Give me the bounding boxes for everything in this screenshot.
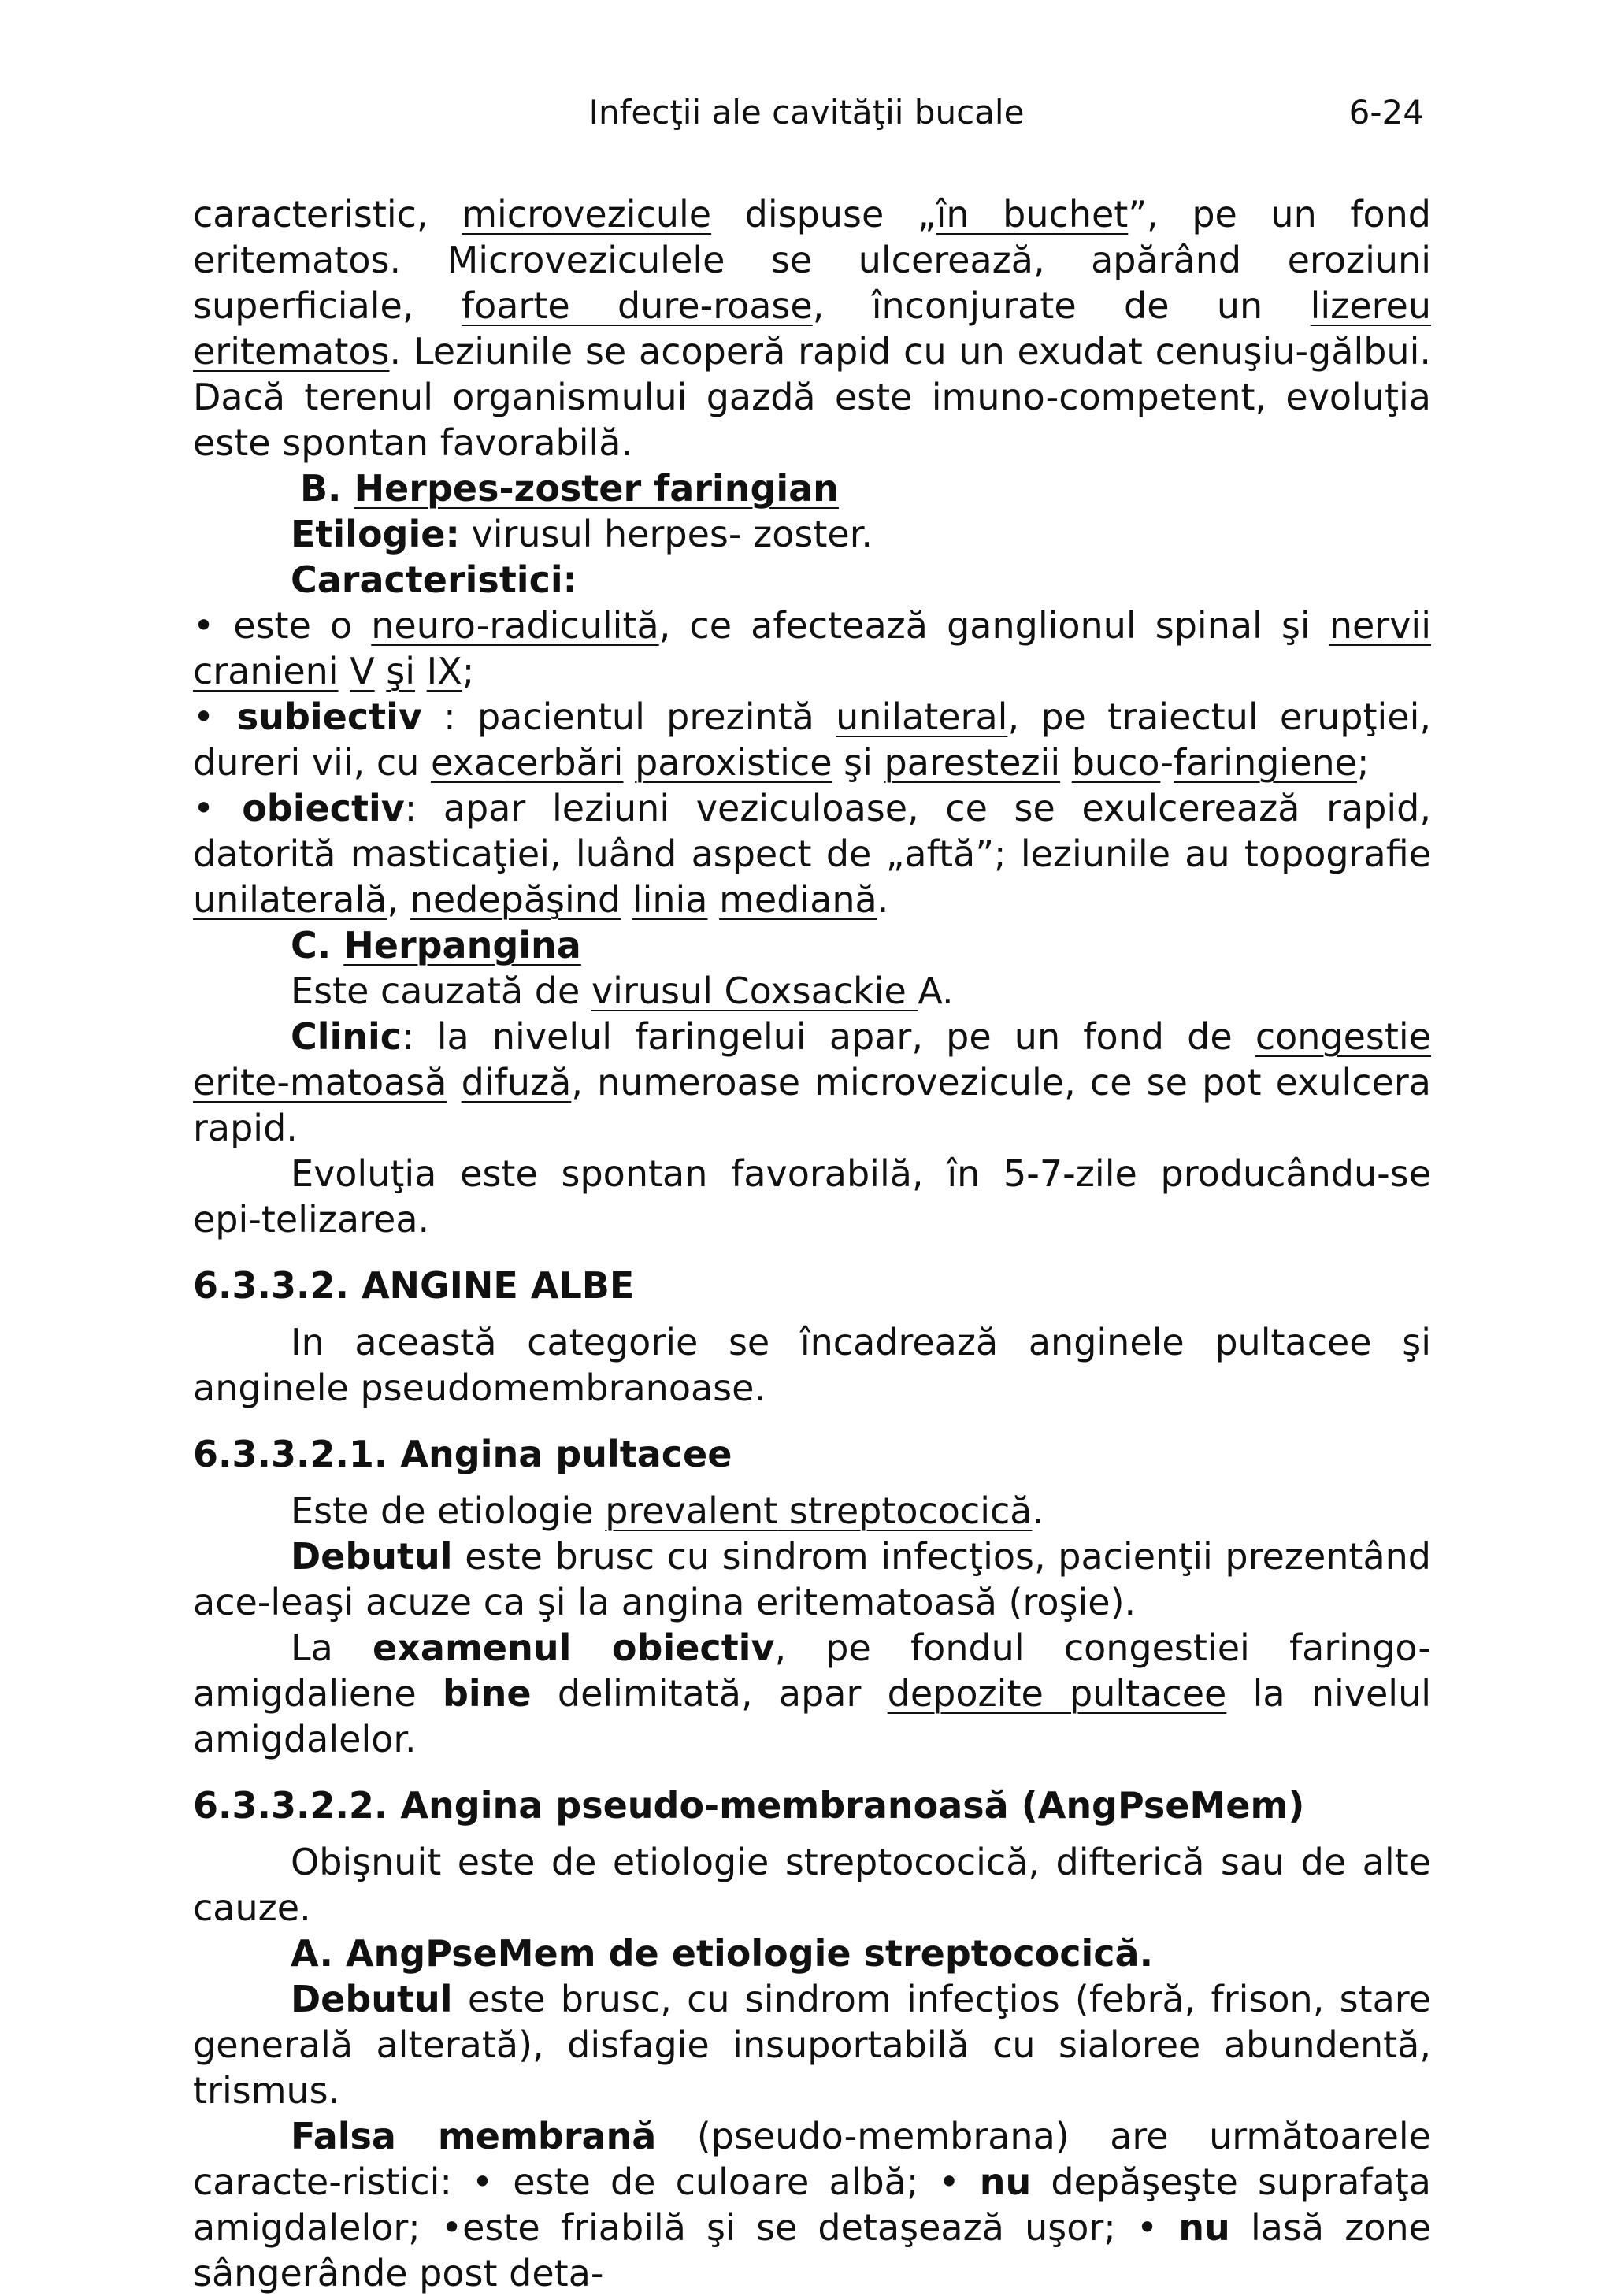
bullet-neuro-radiculita: • este o neuro-radiculită, ce afectează ganglionul spinal şi nervii cranieni V şi IX; [193,604,1431,692]
paragraph-coxsackie: Este cauzată de virusul Coxsackie A. [291,970,954,1012]
paragraph-clinic: Clinic: la nivelul faringelui apar, pe un fond de congestie erite-matoasă difuză, numeroase microvezicule, ce se pot exulcera rapid. [193,1015,1431,1149]
heading-herpangina: C. Herpangina [291,924,581,966]
heading-angina-pseudo-membranoasa: 6.3.3.2.2. Angina pseudo-membranoasă (AngPseMem) [193,1784,1305,1827]
paragraph-evolutia: Evoluţia este spontan favorabilă, în 5-7-zile producându-se epi-telizarea. [193,1152,1431,1241]
bullet-subiectiv: • subiectiv : pacientul prezintă unilateral, pe traiectul erupţiei, dureri vii, cu exacerbări paroxistice şi parestezii buco-faringiene; [193,695,1432,784]
bullet-obiectiv: • obiectiv: apar leziuni veziculoase, ce se exulcerează rapid, datorită masticaţiei, luând aspect de „aftă”; leziunile au topografie unilaterală, nedepăşind linia mediană. [193,787,1431,921]
paragraph-herpes-description: caracteristic, microvezicule dispuse „în buchet”, pe un fond eritematos. Microveziculele se ulcerează, apărând eroziuni superficiale, foarte dure-roase, înconjurate de un lizereu eritematos. Leziunile se acoperă rapid cu un exudat cenuşiu-gălbui. Dacă terenul organismului gazdă este imuno-competent, evoluţia este spontan favorabilă. [193,193,1432,464]
page-body [193,191,1431,2296]
caracteristici-label: Caracteristici: [291,558,578,601]
heading-herpes-zoster: B. Herpes-zoster faringian [300,467,839,510]
page-number: 6-24 [1348,93,1424,132]
bullet-icon: • [193,695,215,738]
paragraph-examen-obiectiv: La examenul obiectiv, pe fondul congestiei faringo-amigdaliene bine delimitată, apar depozite pultacee la nivelul amigdalelor. [193,1626,1432,1760]
page-header [0,93,1613,140]
bullet-icon: • [193,787,215,829]
paragraph-angine-albe: In această categorie se încadrează anginele pultacee şi anginele pseudomembranoase. [193,1321,1431,1409]
paragraph-debutul-angpsemem: Debutul este brusc, cu sindrom infecţios (febră, frison, stare generală alterată), disfagie insuportabilă cu sialoree abundentă, trismus. [193,1978,1431,2112]
heading-angpsemem-streptococica: A. AngPseMem de etiologie streptococică. [291,1932,1154,1975]
paragraph-etiologie-pultacee: Este de etiologie prevalent streptococică. [291,1489,1044,1532]
heading-angina-pultacee: 6.3.3.2.1. Angina pultacee [193,1433,732,1475]
paragraph-obisnuit: Obişnuit este de etiologie streptococică, difterică sau de alte cauze. [193,1841,1431,1929]
etiologie-line: Etilogie: virusul herpes- zoster. [291,513,873,555]
paragraph-debutul-pultacee: Debutul este brusc cu sindrom infecţios, pacienţii prezentând ace-leaşi acuze ca şi la angina eritematoasă (roşie). [193,1535,1431,1623]
running-title: Infecţii ale cavităţii bucale [588,93,1025,132]
heading-angine-albe: 6.3.3.2. ANGINE ALBE [193,1264,635,1307]
bullet-icon: • [193,604,215,647]
paragraph-falsa-membrana: Falsa membrană (pseudo-membrana) are următoarele caracte-ristici: • este de culoare albă; • nu depăşeşte suprafaţa amigdalelor; •este friabilă şi se detaşează uşor; • nu lasă zone sângerânde post deta- [193,2115,1431,2294]
